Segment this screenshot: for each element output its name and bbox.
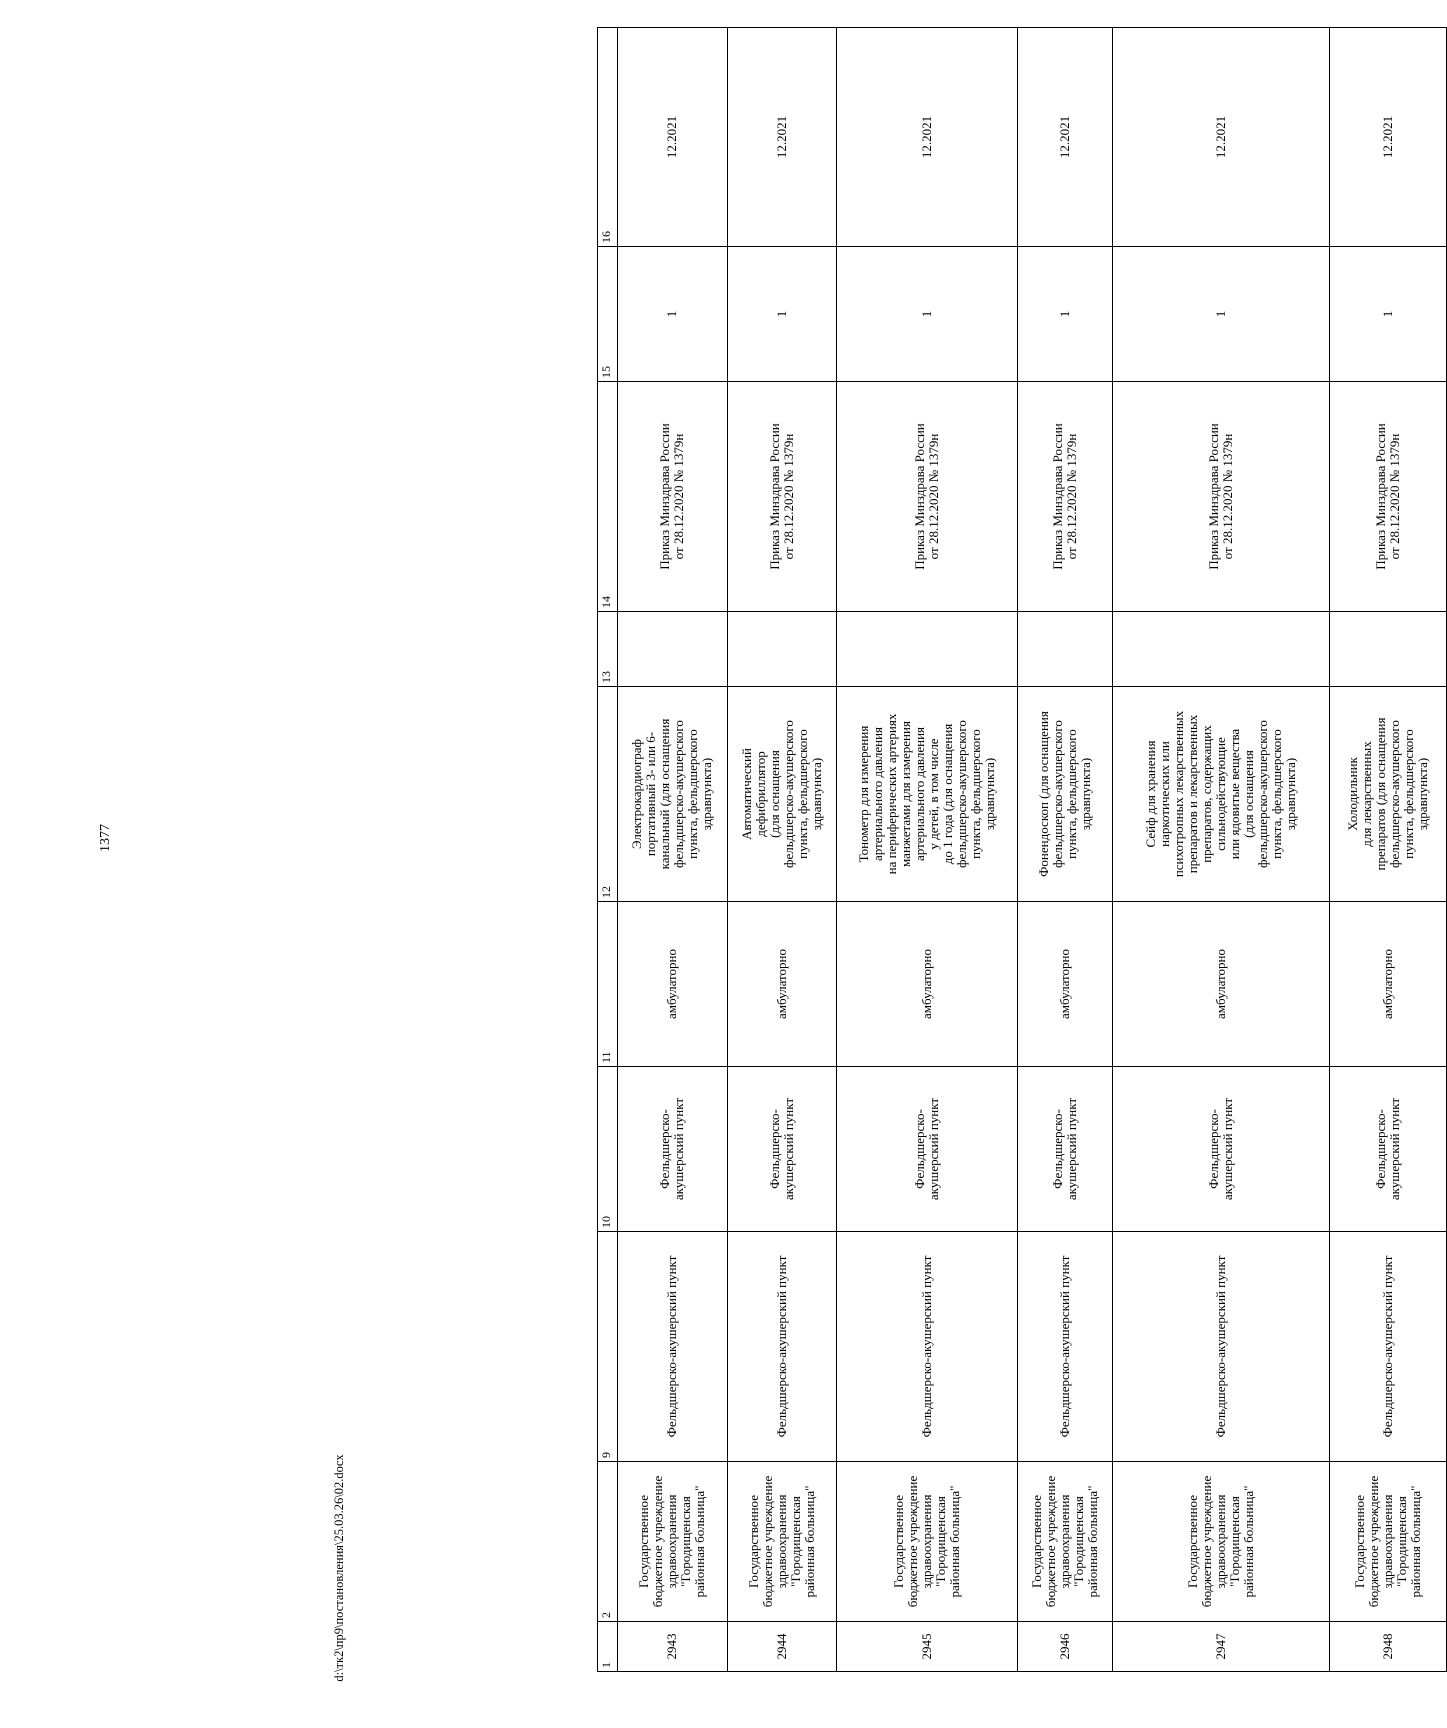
care-condition-cell — [727, 902, 836, 1067]
unit-cell — [1330, 1067, 1447, 1232]
facility-type: Фельдшерско-акушерский пункт — [1057, 1255, 1072, 1438]
facility-type-cell — [727, 1232, 836, 1462]
facility-type-cell — [1017, 1232, 1113, 1462]
table-row — [618, 28, 727, 1672]
row-number-cell — [727, 1622, 836, 1672]
equipment-name: Фонендоскоп (для оснащения фельдшерско-акушерского пункта, фельдшерского здравпункта) — [1036, 711, 1093, 877]
care-condition: амбулаторно — [918, 949, 934, 1019]
quantity-cell — [727, 247, 836, 382]
facility-type: Фельдшерско-акушерский пункт — [1213, 1255, 1229, 1438]
column-header: 11 — [598, 902, 618, 1067]
care-condition-cell — [1113, 902, 1330, 1067]
regulation-text: Приказ Минздрава России от 28.12.2020 № 1379н — [657, 423, 687, 570]
equipment-name: Сейф для хранения наркотических или психотропных лекарственных препаратов и лекарственных препаратов, содержащих сильнодействующие или ядовитые вещества (для оснащения фельдшерско-акушерского пункта, фельдшерского здравпункта) — [1143, 710, 1299, 878]
regulation-cell — [727, 382, 836, 612]
organization-name: Государственное бюджетное учреждение здравоохранения "Городищенская районная больница" — [1029, 1475, 1100, 1608]
regulation-cell — [1113, 382, 1330, 612]
due-date: 12.2021 — [1380, 115, 1396, 159]
column-header: 12 — [598, 687, 618, 902]
unit-name: Фельдшерско- акушерский пункт — [1206, 1097, 1236, 1201]
regulation-text: Приказ Минздрава России от 28.12.2020 № 1379н — [911, 423, 941, 570]
table-row — [727, 28, 836, 1672]
regulation-cell — [837, 382, 1018, 612]
facility-type: Фельдшерско-акушерский пункт — [918, 1255, 934, 1438]
row-number: 2948 — [1380, 1633, 1396, 1660]
empty-cell — [727, 612, 836, 687]
unit-name: Фельдшерско- акушерский пункт — [911, 1097, 941, 1201]
unit-name: Фельдшерско- акушерский пункт — [1373, 1097, 1403, 1201]
equipment-cell — [837, 687, 1018, 902]
quantity: 1 — [1213, 310, 1229, 318]
care-condition: амбулаторно — [1380, 949, 1396, 1019]
quantity-cell — [1113, 247, 1330, 382]
organization-name: Государственное бюджетное учреждение здравоохранения "Городищенская районная больница" — [636, 1475, 708, 1608]
column-header: 10 — [598, 1067, 618, 1232]
equipment-name: Автоматический дефибриллятор (для оснащения фельдшерско-акушерского пункта, фельдшерского здравпункта) — [738, 720, 824, 868]
quantity: 1 — [1380, 310, 1396, 318]
regulation-text: Приказ Минздрава России от 28.12.2020 № 1379н — [1206, 423, 1236, 570]
empty-cell — [837, 612, 1018, 687]
date-cell — [837, 28, 1018, 247]
unit-cell — [618, 1067, 727, 1232]
column-header: 9 — [598, 1232, 618, 1462]
care-condition: амбулаторно — [773, 949, 789, 1019]
organization-cell — [618, 1462, 727, 1622]
equipment-cell — [727, 687, 836, 902]
quantity: 1 — [773, 310, 789, 318]
care-condition: амбулаторно — [664, 949, 680, 1019]
file-path-footer: d:\тк2\пр9\постановления\25.03.26\02.docx — [332, 1454, 346, 1682]
due-date: 12.2021 — [918, 115, 934, 159]
empty-cell — [1330, 612, 1447, 687]
date-cell — [727, 28, 836, 247]
care-condition: амбулаторно — [1213, 949, 1229, 1019]
empty-cell — [1017, 612, 1113, 687]
table-container — [597, 28, 1447, 1672]
unit-name: Фельдшерско- акушерский пункт — [657, 1097, 687, 1201]
date-cell — [618, 28, 727, 247]
column-header: 14 — [598, 382, 618, 612]
care-condition-cell — [618, 902, 727, 1067]
date-cell — [1113, 28, 1330, 247]
facility-type-cell — [1330, 1232, 1447, 1462]
equipment-name: Электрокардиограф портативный 3- или 6- канальный (для оснащения фельдшерско-акушерского пункта, фельдшерского здравпункта) — [629, 718, 715, 870]
unit-cell — [837, 1067, 1018, 1232]
regulation-cell — [1330, 382, 1447, 612]
regulation-text: Приказ Минздрава России от 28.12.2020 № 1379н — [1050, 423, 1079, 570]
organization-cell — [1017, 1462, 1113, 1622]
table-row — [837, 28, 1018, 1672]
quantity: 1 — [1057, 310, 1072, 318]
row-number: 2943 — [664, 1633, 680, 1660]
unit-cell — [1113, 1067, 1330, 1232]
quantity-cell — [1017, 247, 1113, 382]
table-row — [1113, 28, 1330, 1672]
organization-name: Государственное бюджетное учреждение здравоохранения "Городищенская районная больница" — [1352, 1475, 1424, 1608]
facility-type-cell — [618, 1232, 727, 1462]
column-header: 16 — [598, 28, 618, 247]
column-header: 2 — [598, 1462, 618, 1622]
due-date: 12.2021 — [1057, 115, 1072, 159]
organization-cell — [727, 1462, 836, 1622]
due-date: 12.2021 — [1213, 115, 1229, 159]
quantity-cell — [837, 247, 1018, 382]
quantity-cell — [618, 247, 727, 382]
table-row — [1017, 28, 1113, 1672]
care-condition-cell — [1330, 902, 1447, 1067]
row-number: 2946 — [1057, 1633, 1072, 1660]
organization-cell — [1330, 1462, 1447, 1622]
date-cell — [1330, 28, 1447, 247]
facility-type: Фельдшерско-акушерский пункт — [664, 1255, 680, 1438]
care-condition-cell — [837, 902, 1018, 1067]
organization-name: Государственное бюджетное учреждение здравоохранения "Городищенская районная больница" — [745, 1475, 817, 1608]
row-number-cell — [837, 1622, 1018, 1672]
facility-type: Фельдшерско-акушерский пункт — [773, 1255, 789, 1438]
column-header: 13 — [598, 612, 618, 687]
row-number-cell — [1330, 1622, 1447, 1672]
organization-cell — [1113, 1462, 1330, 1622]
organization-name: Государственное бюджетное учреждение здравоохранения "Городищенская районная больница" — [890, 1475, 962, 1608]
quantity: 1 — [918, 310, 934, 318]
empty-cell — [618, 612, 727, 687]
organization-cell — [837, 1462, 1018, 1622]
quantity-cell — [1330, 247, 1447, 382]
regulation-text: Приказ Минздрава России от 28.12.2020 № 1379н — [766, 423, 796, 570]
equipment-name: Холодильник для лекарственных препаратов (для оснащения фельдшерско-акушерского пункта, фельдшерского здравпункта) — [1345, 717, 1431, 871]
due-date: 12.2021 — [664, 115, 680, 159]
facility-type-cell — [1113, 1232, 1330, 1462]
empty-cell — [1113, 612, 1330, 687]
equipment-cell — [1017, 687, 1113, 902]
equipment-cell — [618, 687, 727, 902]
date-cell — [1017, 28, 1113, 247]
table-row — [1330, 28, 1447, 1672]
due-date: 12.2021 — [773, 115, 789, 159]
regulation-text: Приказ Минздрава России от 28.12.2020 № 1379н — [1373, 423, 1403, 570]
row-number: 2944 — [773, 1633, 789, 1660]
column-number-row — [598, 28, 618, 1672]
unit-name: Фельдшерско- акушерский пункт — [766, 1097, 796, 1201]
care-condition-cell — [1017, 902, 1113, 1067]
facility-type: Фельдшерско-акушерский пункт — [1380, 1255, 1396, 1438]
equipment-table — [597, 27, 1447, 1672]
regulation-cell — [1017, 382, 1113, 612]
equipment-cell — [1330, 687, 1447, 902]
page-number: 1377 — [98, 824, 113, 852]
row-number-cell — [1017, 1622, 1113, 1672]
care-condition: амбулаторно — [1057, 949, 1072, 1019]
unit-cell — [727, 1067, 836, 1232]
row-number-cell — [618, 1622, 727, 1672]
equipment-name: Тонометр для измерения артериального давления на периферических артериях манжетами для измерения артериального давления у детей, в том числе до 1 года (для оснащения фельдшерско-акушерского пункта, фельдшерского здравпункта) — [855, 713, 997, 875]
facility-type-cell — [837, 1232, 1018, 1462]
row-number: 2945 — [918, 1633, 934, 1660]
equipment-cell — [1113, 687, 1330, 902]
column-header: 15 — [598, 247, 618, 382]
column-header: 1 — [598, 1622, 618, 1672]
unit-cell — [1017, 1067, 1113, 1232]
row-number: 2947 — [1213, 1633, 1229, 1660]
organization-name: Государственное бюджетное учреждение здравоохранения "Городищенская районная больница" — [1185, 1475, 1257, 1608]
quantity: 1 — [664, 310, 680, 318]
row-number-cell — [1113, 1622, 1330, 1672]
unit-name: Фельдшерско- акушерский пункт — [1050, 1097, 1079, 1201]
regulation-cell — [618, 382, 727, 612]
